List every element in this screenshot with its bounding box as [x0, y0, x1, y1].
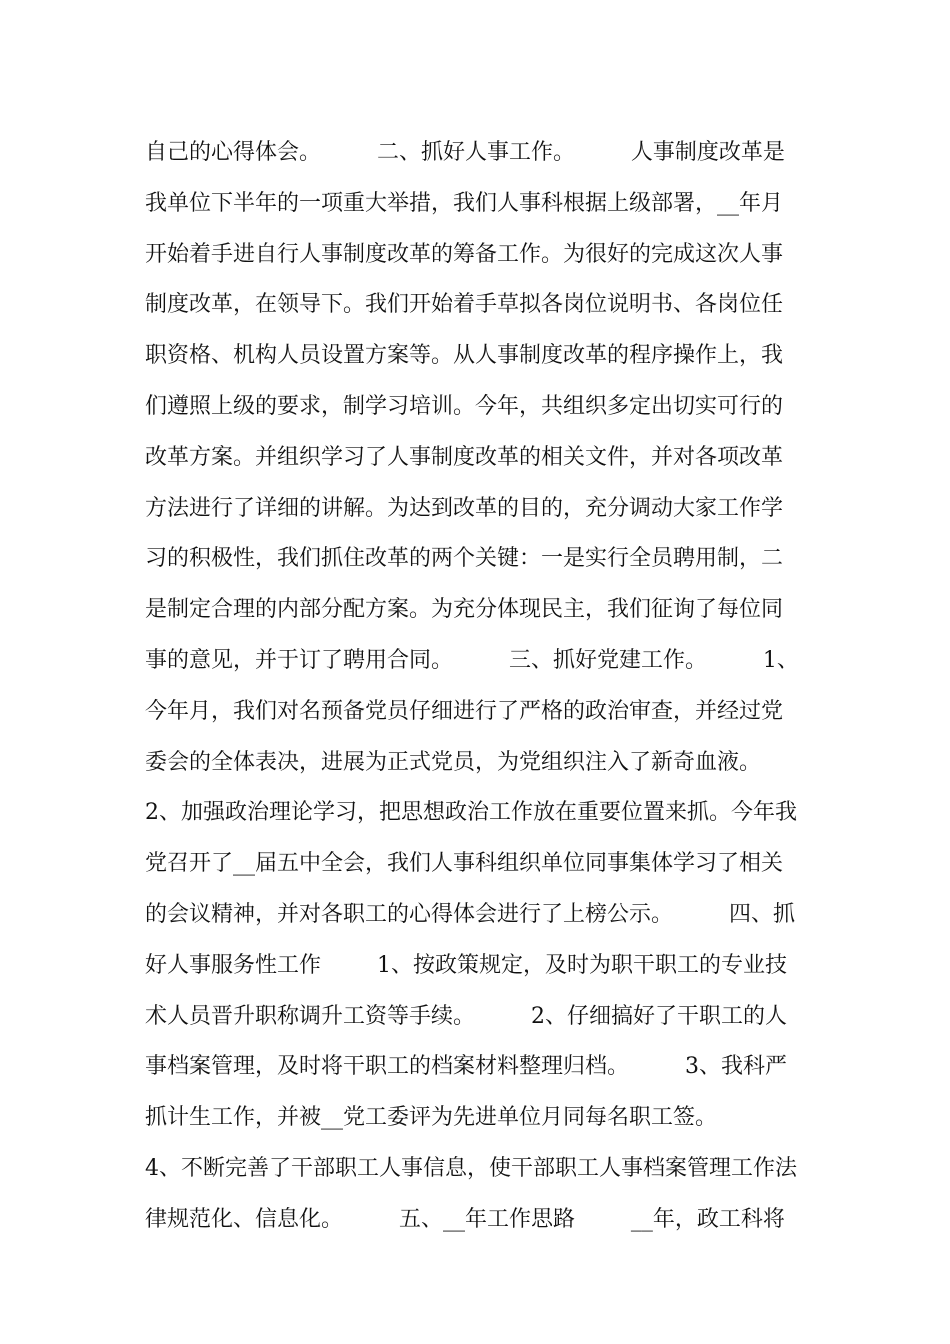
text-line-8: 方法进行了详细的讲解。为达到改革的目的，充分调动大家工作学	[145, 495, 784, 521]
text-line-17: 好人事服务性工作 1、按政策规定，及时为职干职工的专业技	[145, 952, 787, 978]
text-line-6: 们遵照上级的要求，制学习培训。今年，共组织多定出切实可行的	[145, 393, 784, 419]
text-line-22: 律规范化、信息化。 五、__年工作思路 __年，政工科将	[145, 1206, 785, 1232]
text-line-7: 改革方案。并组织学习了人事制度改革的相关文件，并对各项改革	[145, 444, 784, 470]
text-line-1: 自己的心得体会。 二、抓好人事工作。 人事制度改革是	[145, 140, 785, 165]
text-line-16: 的会议精神，并对各职工的心得体会进行了上榜公示。 四、抓	[145, 901, 795, 927]
text-line-10: 是制定合理的内部分配方案。为充分体现民主，我们征询了每位同	[145, 597, 784, 623]
text-line-2: 我单位下半年的一项重大举措，我们人事科根据上级部署，__年月	[145, 190, 784, 216]
text-line-11: 事的意见，并于订了聘用合同。 三、抓好党建工作。 1、	[145, 647, 799, 673]
text-line-20: 抓计生工作，并被__党工委评为先进单位月同每名职工签。	[145, 1105, 718, 1131]
document-body	[145, 128, 815, 1246]
text-line-14: 2、加强政治理论学习，把思想政治工作放在重要位置来抓。今年我	[145, 800, 797, 826]
text-line-3: 开始着手进自行人事制度改革的筹备工作。为很好的完成这次人事	[145, 241, 784, 267]
text-line-9: 习的积极性，我们抓住改革的两个关键：一是实行全员聘用制，二	[145, 546, 784, 572]
text-line-21: 4、不断完善了干部职工人事信息，使干部职工人事档案管理工作法	[145, 1155, 797, 1181]
text-line-18: 术人员晋升职称调升工资等手续。 2、仔细搞好了干职工的人	[145, 1003, 787, 1029]
text-line-15: 党召开了__届五中全会，我们人事科组织单位同事集体学习了相关	[145, 851, 784, 877]
text-line-4: 制度改革，在领导下。我们开始着手草拟各岗位说明书、各岗位任	[145, 292, 784, 318]
text-line-13: 委会的全体表决，进展为正式党员，为党组织注入了新奇血液。	[145, 749, 762, 775]
text-line-19: 事档案管理，及时将干职工的档案材料整理归档。 3、我科严	[145, 1054, 787, 1080]
text-line-5: 职资格、机构人员设置方案等。从人事制度改革的程序操作上，我	[145, 343, 784, 369]
text-line-12: 今年月，我们对名预备党员仔细进行了严格的政治审查，并经过党	[145, 698, 784, 724]
